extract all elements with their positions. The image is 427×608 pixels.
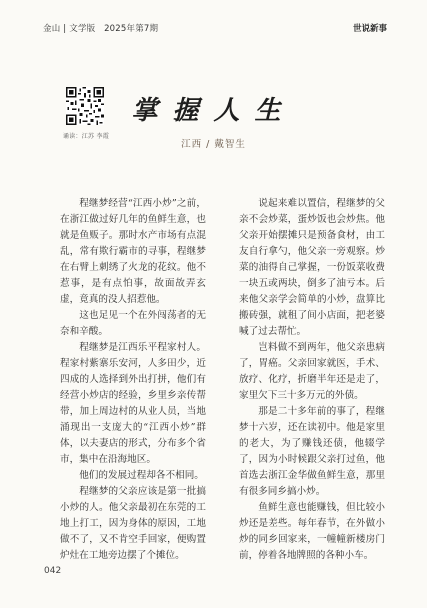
section-label: 世说新事 bbox=[352, 24, 387, 34]
paragraph: 程继梦的父亲应该是第一批搞小炒的人。他父亲最初在东莞的工地上打工，因为身体的原因，工地做不了，又不肯空手回家，便购置炉灶在工地旁边摆了个摊位。 bbox=[60, 486, 206, 561]
paragraph: 说起来难以置信，程继梦的父亲不会炒菜，蛋炒饭也会炒焦。他父亲开始摆摊只是预备食材，由工友自行拿勺，他父亲一旁观察。炒菜的油得自己掌握，一份饭菜收费一块五或两块，倒多了油亏本。后来他父亲学会简单的小炒，盘算比搬砖强，就租了间小店面，把老婆喊了过去帮忙。 bbox=[239, 198, 385, 337]
qr-caption: 诵读：江苏 李霞 bbox=[62, 133, 110, 140]
page-number: 042 bbox=[44, 566, 62, 576]
paragraph: 岂料做不到两年，他父亲患病了，胃癌。父亲回家就医，手术、放疗、化疗，折磨半年还是走了，家里欠下三十多万元的外债。 bbox=[239, 342, 385, 401]
paragraph: 这也足见一个在外闯荡者的无奈和辛酸。 bbox=[60, 310, 206, 337]
paragraph: 那是二十多年前的事了，程继梦十六岁，还在读初中。他是家里的老大，为了赚钱还债，他辍学了，因为小时候跟父亲打过鱼，他首选去浙江金华做鱼鲜生意，那里有很多同乡搞小炒。 bbox=[239, 406, 385, 497]
paragraph: 程继梦是江西乐平程家村人。程家村紫寨乐安河，人多田少，近四成的人选择到外出打拼，他们有经营小炒店的经验，乡里乡亲传帮带，加上周边村的从业人员，当地涌现出一支庞大的“江西小炒”群体，以夫妻店的形式，分布多个省市，集中在沿海地区。 bbox=[60, 342, 206, 465]
paragraph: 程继梦经营“江西小炒”之前，在浙江做过好几年的鱼鲜生意，也就是鱼贩子。那时水产市场有点混乱，常有欺行霸市的寻事，程继梦在右臂上刺绣了火龙的花纹。他不惹事，是有点怕事，故面故弄玄虚，竟真的没人招惹他。 bbox=[60, 198, 206, 305]
article-title: 掌握人生 bbox=[131, 96, 296, 126]
article-author: 江西 / 戴智生 bbox=[181, 139, 246, 150]
paragraph: 鱼鲜生意也能赚钱，但比较小炒还是差些。每年春节，在外做小炒的同乡回家来，一幢幢新楼房门前，停着各地牌照的各种小车。 bbox=[239, 502, 385, 561]
right-text-column bbox=[239, 196, 385, 564]
paragraph: 他们的发展过程却各不相同。 bbox=[79, 470, 204, 481]
left-text-column bbox=[60, 196, 206, 564]
magazine-issue-label: 金山 | 文学版 2025年第7期 bbox=[43, 24, 159, 34]
